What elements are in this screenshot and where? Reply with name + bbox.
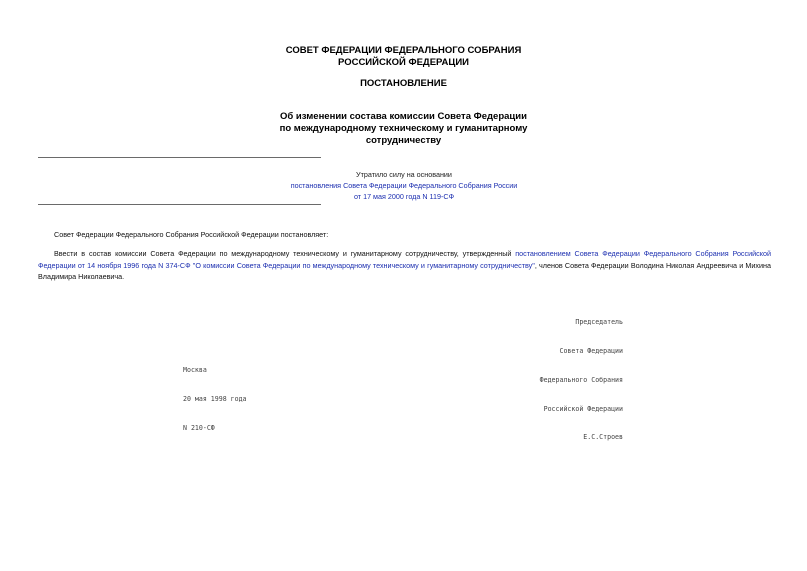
status-label: Утратило силу на основании — [356, 170, 452, 179]
divider-top — [38, 157, 321, 158]
document-title-line-3: сотрудничеству — [365, 135, 442, 146]
preamble: Совет Федерации Федерального Собрания Российской Федерации постановляет: — [54, 230, 329, 239]
signatory-name: Е.С.Строев — [583, 433, 623, 442]
document-title-line-1: Об изменении состава комиссии Совета Федерации — [280, 111, 527, 122]
document-type — [200, 78, 607, 90]
signature-line-1: Председатель — [575, 318, 623, 327]
resolution-text — [38, 248, 771, 283]
document-number: N 210-СФ — [183, 423, 215, 432]
document-title — [200, 111, 607, 147]
repeal-reference-link[interactable] — [278, 180, 530, 191]
signature-block — [540, 299, 623, 462]
signature-line-4: Российской Федерации — [543, 404, 623, 413]
issue-city: Москва — [183, 366, 207, 375]
repeal-reference-link-line-2[interactable]: от 17 мая 2000 года N 119-СФ — [353, 192, 455, 201]
signature-line-2: Совета Федерации — [559, 346, 623, 355]
resolution-reference-link[interactable]: постановлением Совета Федерации Федерального Собрания Российской Федерации от 14 ноября 1996 года N 374-СФ "О комиссии Совета Федерации по международному техническому и гуманитарному сотрудничеству" — [38, 249, 771, 270]
repeal-reference-link-date[interactable] — [278, 191, 530, 202]
resolution-text-start: Ввести в состав комиссии Совета Федерации по международному техническому и гуманитарному сотрудничеству, утвержденный — [54, 249, 516, 258]
issuing-body-line-1: СОВЕТ ФЕДЕРАЦИИ ФЕДЕРАЛЬНОГО СОБРАНИЯ — [285, 45, 522, 56]
place-date-block — [183, 347, 247, 453]
document-type-label: ПОСТАНОВЛЕНИЕ — [360, 78, 447, 89]
document-title-line-2: по международному техническому и гуманитарному — [279, 123, 528, 134]
divider-bottom — [38, 204, 321, 205]
resolution-text-end: , членов Совета Федерации Володина Николая Андреевича и Михина Владимира Николаевича. — [38, 260, 771, 281]
issuing-body — [200, 45, 607, 69]
issue-date: 20 мая 1998 года — [183, 394, 247, 403]
issuing-body-line-2: РОССИЙСКОЙ ФЕДЕРАЦИИ — [337, 57, 469, 68]
repeal-reference-link-line-1[interactable]: постановления Совета Федерации Федерального Собрания России — [290, 181, 518, 190]
signature-line-3: Федерального Собрания — [539, 375, 623, 384]
